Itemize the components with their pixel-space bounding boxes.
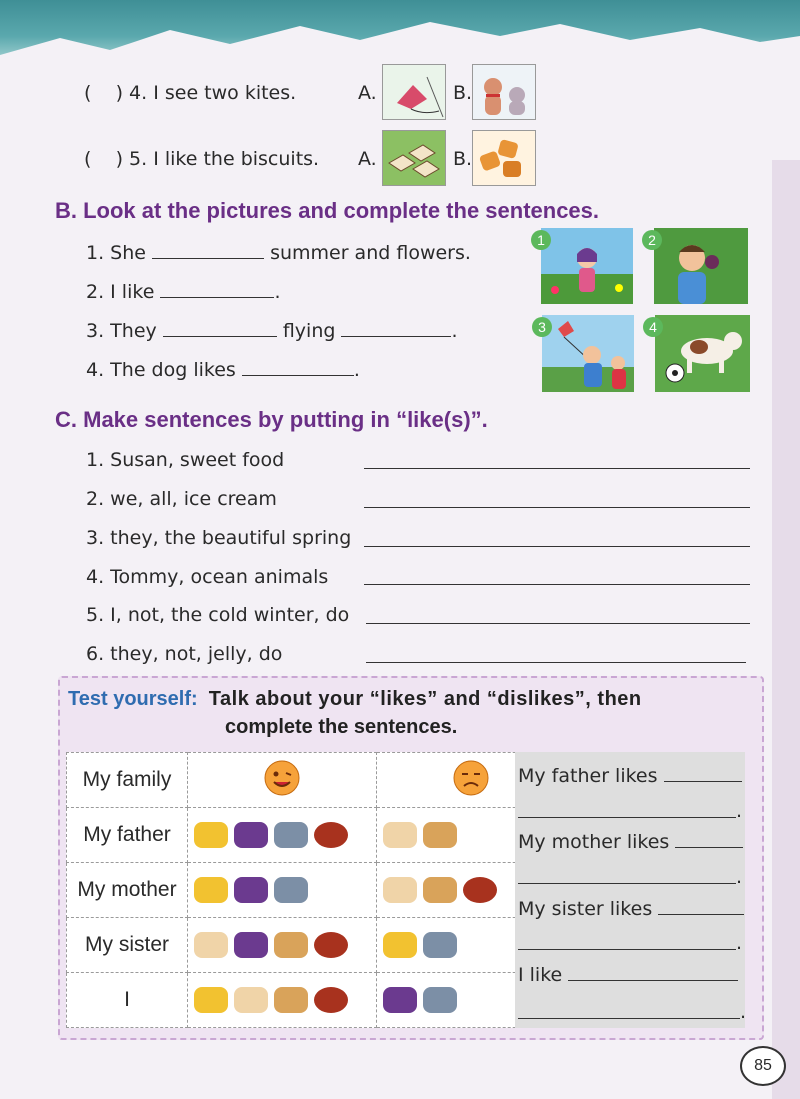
table-row — [67, 863, 566, 918]
c-item-1: 1. Susan, sweet food — [86, 449, 285, 471]
table-row — [67, 753, 566, 808]
ice-cream-icon — [194, 932, 228, 958]
header-snow — [0, 0, 800, 70]
ice-cream-icon — [383, 822, 417, 848]
table-row — [67, 808, 566, 863]
picture-number-4: 4 — [643, 317, 663, 337]
answer-line[interactable] — [518, 882, 736, 884]
answer-line[interactable] — [364, 506, 750, 508]
picture-4-dog-ball — [655, 315, 750, 392]
answer-line[interactable] — [364, 583, 750, 585]
period: . — [740, 1001, 747, 1023]
answer-line[interactable] — [518, 948, 736, 950]
picture-2-boy-eating — [654, 228, 748, 304]
b-line-3: 3. They flying . — [86, 320, 458, 342]
sad-face-icon — [451, 758, 491, 798]
answer-blank[interactable] — [163, 318, 277, 337]
question-4: ( ) 4. I see two kites. — [84, 82, 297, 104]
likes-cell — [188, 808, 377, 863]
answer-blank[interactable] — [664, 763, 742, 782]
banana-icon — [194, 822, 228, 848]
fish-icon — [274, 822, 308, 848]
answer-line[interactable] — [366, 661, 746, 663]
period: . — [736, 800, 743, 822]
father-sentence: My father likes — [518, 763, 742, 787]
banana-icon — [383, 932, 417, 958]
banana-icon — [194, 987, 228, 1013]
kite-image — [382, 64, 446, 120]
answer-blank[interactable] — [160, 279, 274, 298]
fish-icon — [423, 987, 457, 1013]
grapes-icon — [234, 877, 268, 903]
period: . — [736, 866, 743, 888]
q5-option-b-label: B. — [453, 148, 473, 170]
answer-blank[interactable] — [341, 318, 451, 337]
likes-header — [188, 753, 377, 808]
row-label: My sister — [67, 918, 188, 973]
likes-dislikes-table — [66, 752, 566, 1028]
answer-line[interactable] — [518, 816, 736, 818]
section-c-heading: C. Make sentences by putting in “like(s)”. — [55, 407, 488, 432]
b-line-2: 2. I like . — [86, 281, 281, 303]
c-item-3: 3. they, the beautiful spring — [86, 527, 352, 549]
mother-sentence: My mother likes — [518, 829, 743, 853]
answer-line[interactable] — [366, 622, 750, 624]
picture-1-girl-flowers — [541, 228, 633, 304]
row-label: My mother — [67, 863, 188, 918]
q4-option-b-label: B. — [453, 82, 473, 104]
grapes-icon — [234, 932, 268, 958]
i-like-sentence: I like — [518, 962, 738, 986]
q4-option-a-label: A. — [358, 82, 377, 104]
b-line-4: 4. The dog likes . — [86, 359, 360, 381]
banana-icon — [194, 877, 228, 903]
grapes-icon — [383, 987, 417, 1013]
chicken-leg-icon — [463, 877, 497, 903]
section-b-heading: B. Look at the pictures and complete the sentences. — [55, 198, 600, 223]
likes-cell — [188, 918, 377, 973]
c-item-5: 5. I, not, the cold winter, do — [86, 604, 350, 626]
b-line-1: 1. She summer and flowers. — [86, 242, 471, 264]
answer-blank[interactable] — [658, 896, 744, 915]
picture-number-2: 2 — [642, 230, 662, 250]
ice-cream-icon — [234, 987, 268, 1013]
biscuits-image — [472, 130, 536, 186]
biscuit-icon — [423, 822, 457, 848]
chicken-leg-icon — [314, 932, 348, 958]
test-yourself-subtitle: complete the sentences. — [225, 716, 458, 738]
picture-3-kids-kite — [542, 315, 634, 392]
picture-number-1: 1 — [531, 230, 551, 250]
q5-option-a-label: A. — [358, 148, 377, 170]
likes-cell — [188, 973, 377, 1028]
answer-blank[interactable] — [242, 357, 354, 376]
biscuit-icon — [274, 932, 308, 958]
c-item-6: 6. they, not, jelly, do — [86, 643, 283, 665]
answer-line[interactable] — [364, 545, 750, 547]
test-yourself-title: Test yourself: Talk about your “likes” and “dislikes”, then — [68, 688, 642, 710]
sister-sentence: My sister likes — [518, 896, 744, 920]
biscuit-icon — [274, 987, 308, 1013]
likes-cell — [188, 863, 377, 918]
row-label: I — [67, 973, 188, 1028]
period: . — [736, 932, 743, 954]
answer-line[interactable] — [364, 467, 750, 469]
fish-icon — [274, 877, 308, 903]
answer-line[interactable] — [518, 1017, 740, 1019]
table-row — [67, 918, 566, 973]
answer-blank[interactable] — [568, 962, 738, 981]
row-label: My father — [67, 808, 188, 863]
answer-blank[interactable] — [152, 240, 264, 259]
table-row — [67, 973, 566, 1028]
answer-blank[interactable] — [675, 829, 743, 848]
sentence-column — [515, 752, 745, 1028]
happy-face-icon — [262, 758, 302, 798]
chicken-leg-icon — [314, 987, 348, 1013]
ice-cream-icon — [383, 877, 417, 903]
c-item-2: 2. we, all, ice cream — [86, 488, 277, 510]
page-number: 85 — [740, 1046, 786, 1086]
grapes-icon — [234, 822, 268, 848]
biscuit-icon — [423, 877, 457, 903]
cats-image — [472, 64, 536, 120]
question-5: ( ) 5. I like the biscuits. — [84, 148, 320, 170]
c-item-4: 4. Tommy, ocean animals — [86, 566, 329, 588]
row-label: My family — [67, 753, 188, 808]
chicken-leg-icon — [314, 822, 348, 848]
fish-icon — [423, 932, 457, 958]
sandwiches-image — [382, 130, 446, 186]
picture-number-3: 3 — [532, 317, 552, 337]
